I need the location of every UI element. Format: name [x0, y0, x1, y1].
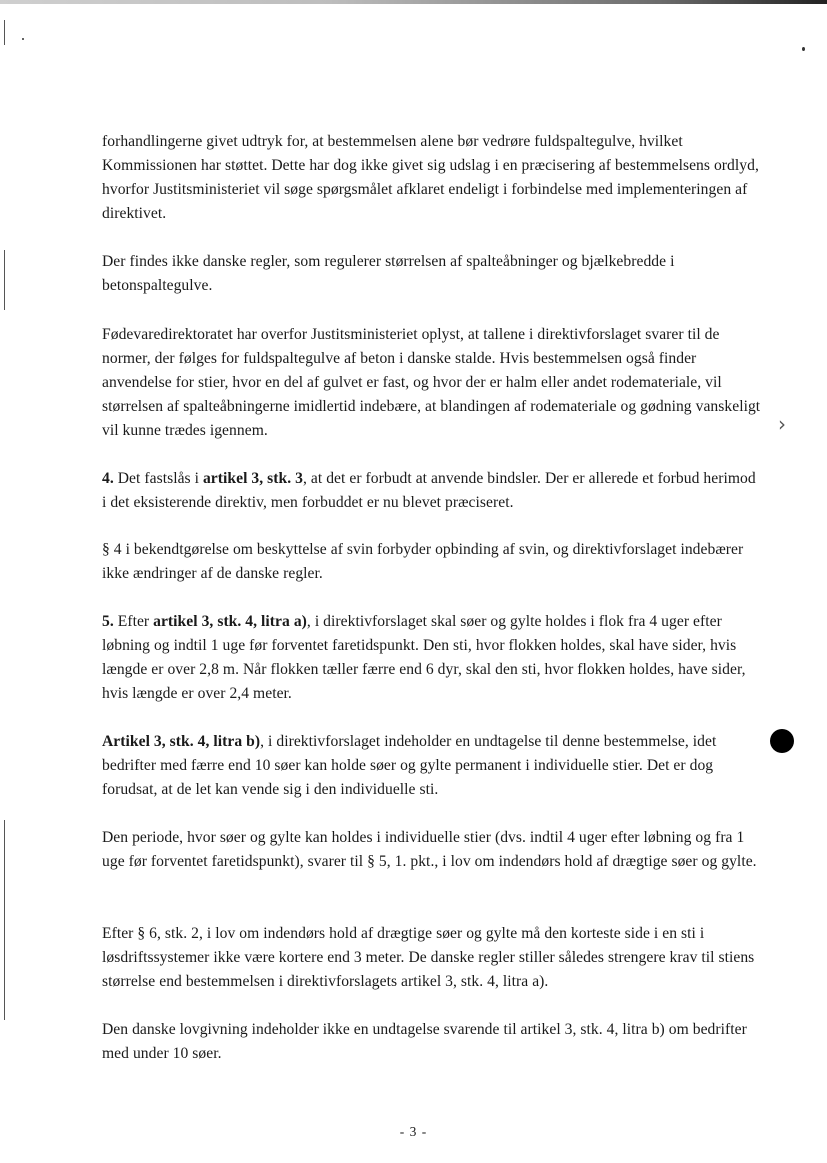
punch-hole: [770, 729, 794, 753]
paragraph: Den periode, hvor søer og gylte kan holdes i individuelle stier (dvs. indtil 4 uger efter løbning og fra 1 uge før forventet faretidspunkt), svarer til § 5, 1. pkt., i lov om indendørs hold af drægtige søer og gylte.: [102, 829, 757, 870]
paragraph: [102, 610, 762, 706]
paragraph-text: Det fastslås i: [113, 470, 203, 487]
article-reference: artikel 3, stk. 3: [202, 470, 303, 487]
scan-mark: ›: [778, 412, 786, 436]
article-reference: Artikel 3, stk. 4, litra b): [102, 733, 261, 750]
section-number: 4.: [102, 470, 114, 487]
scan-edge-left: [4, 20, 5, 45]
scan-edge-left: [4, 820, 5, 1020]
paragraph-text: , at det er forbudt at anvende bindsler. Der er allerede et forbud herimod i det eksisterende direktiv, men forbuddet er nu blevet præciseret.: [102, 470, 756, 511]
paragraph: § 4 i bekendtgørelse om beskyttelse af svin forbyder opbinding af svin, og direktivforslaget indebærer ikke ændringer af de danske regler.: [102, 541, 744, 582]
scan-edge-left: [4, 250, 5, 310]
paragraph: Fødevaredirektoratet har overfor Justitsministeriet oplyst, at tallene i direktivforslaget svarer til de normer, der følges for fuldspaltegulve af beton i danske stalde. Hvis bestemmelsen også finder anvendelse for stier, hvor en del af gulvet er fast, og hvor der er halm eller andet rodemateriale, vil størrelsen af spalteåbningerne imidlertid indebære, at blandingen af rodemateriale og gødning vanskeligt vil kunne trædes igennem.: [102, 326, 761, 439]
scan-speck: [22, 38, 24, 40]
paragraph-text: , i direktivforslaget skal søer og gylte holdes i flok fra 4 uger efter løbning og indtil 1 uge før forventet faretidspunkt. Den sti, hvor flokken holdes, skal have sider, hvis længde er over 2,8 m. Når flokken tæller færre end 6 dyr, skal den sti, hvor flokken holdes, have sider, hvis længde er over 2,4 meter.: [102, 613, 746, 702]
scan-edge-top: [0, 0, 827, 4]
paragraph-text: Efter: [113, 613, 154, 630]
paragraph: Den danske lovgivning indeholder ikke en undtagelse svarende til artikel 3, stk. 4, litra b) om bedrifter med under 10 søer.: [102, 1021, 747, 1062]
paragraph: [102, 467, 762, 515]
paragraph: forhandlingerne givet udtryk for, at bestemmelsen alene bør vedrøre fuldspaltegulve, hvilket Kommissionen har støttet. Dette har dog ikke givet sig udslag i en præcisering af bestemmelsens ordlyd, hvorfor Justitsministeriet vil søge spørgsmålet afklaret endeligt i forbindelse med implementeringen af direktivet.: [102, 133, 759, 222]
scan-speck: [802, 47, 805, 51]
article-reference: artikel 3, stk. 4, litra a): [153, 613, 307, 630]
page-number: - 3 -: [399, 1124, 428, 1139]
paragraph-text: , i direktivforslaget indeholder en undtagelse til denne bestemmelse, idet bedrifter med færre end 10 søer kan holde søer og gylte permanent i individuelle stier. Det er dog forudsat, at de let kan vende sig i den individuelle sti.: [102, 733, 717, 798]
paragraph: Efter § 6, stk. 2, i lov om indendørs hold af drægtige søer og gylte må den korteste side i en sti i løsdriftssystemer ikke være kortere end 3 meter. De danske regler stiller således strengere krav til stiens størrelse end bestemmelsen i direktivforslagets artikel 3, stk. 4, litra a).: [102, 925, 755, 990]
section-number: 5.: [102, 613, 114, 630]
paragraph: [102, 730, 762, 802]
paragraph: Der findes ikke danske regler, som regulerer størrelsen af spalteåbninger og bjælkebredde i betonspaltegulve.: [102, 253, 675, 294]
